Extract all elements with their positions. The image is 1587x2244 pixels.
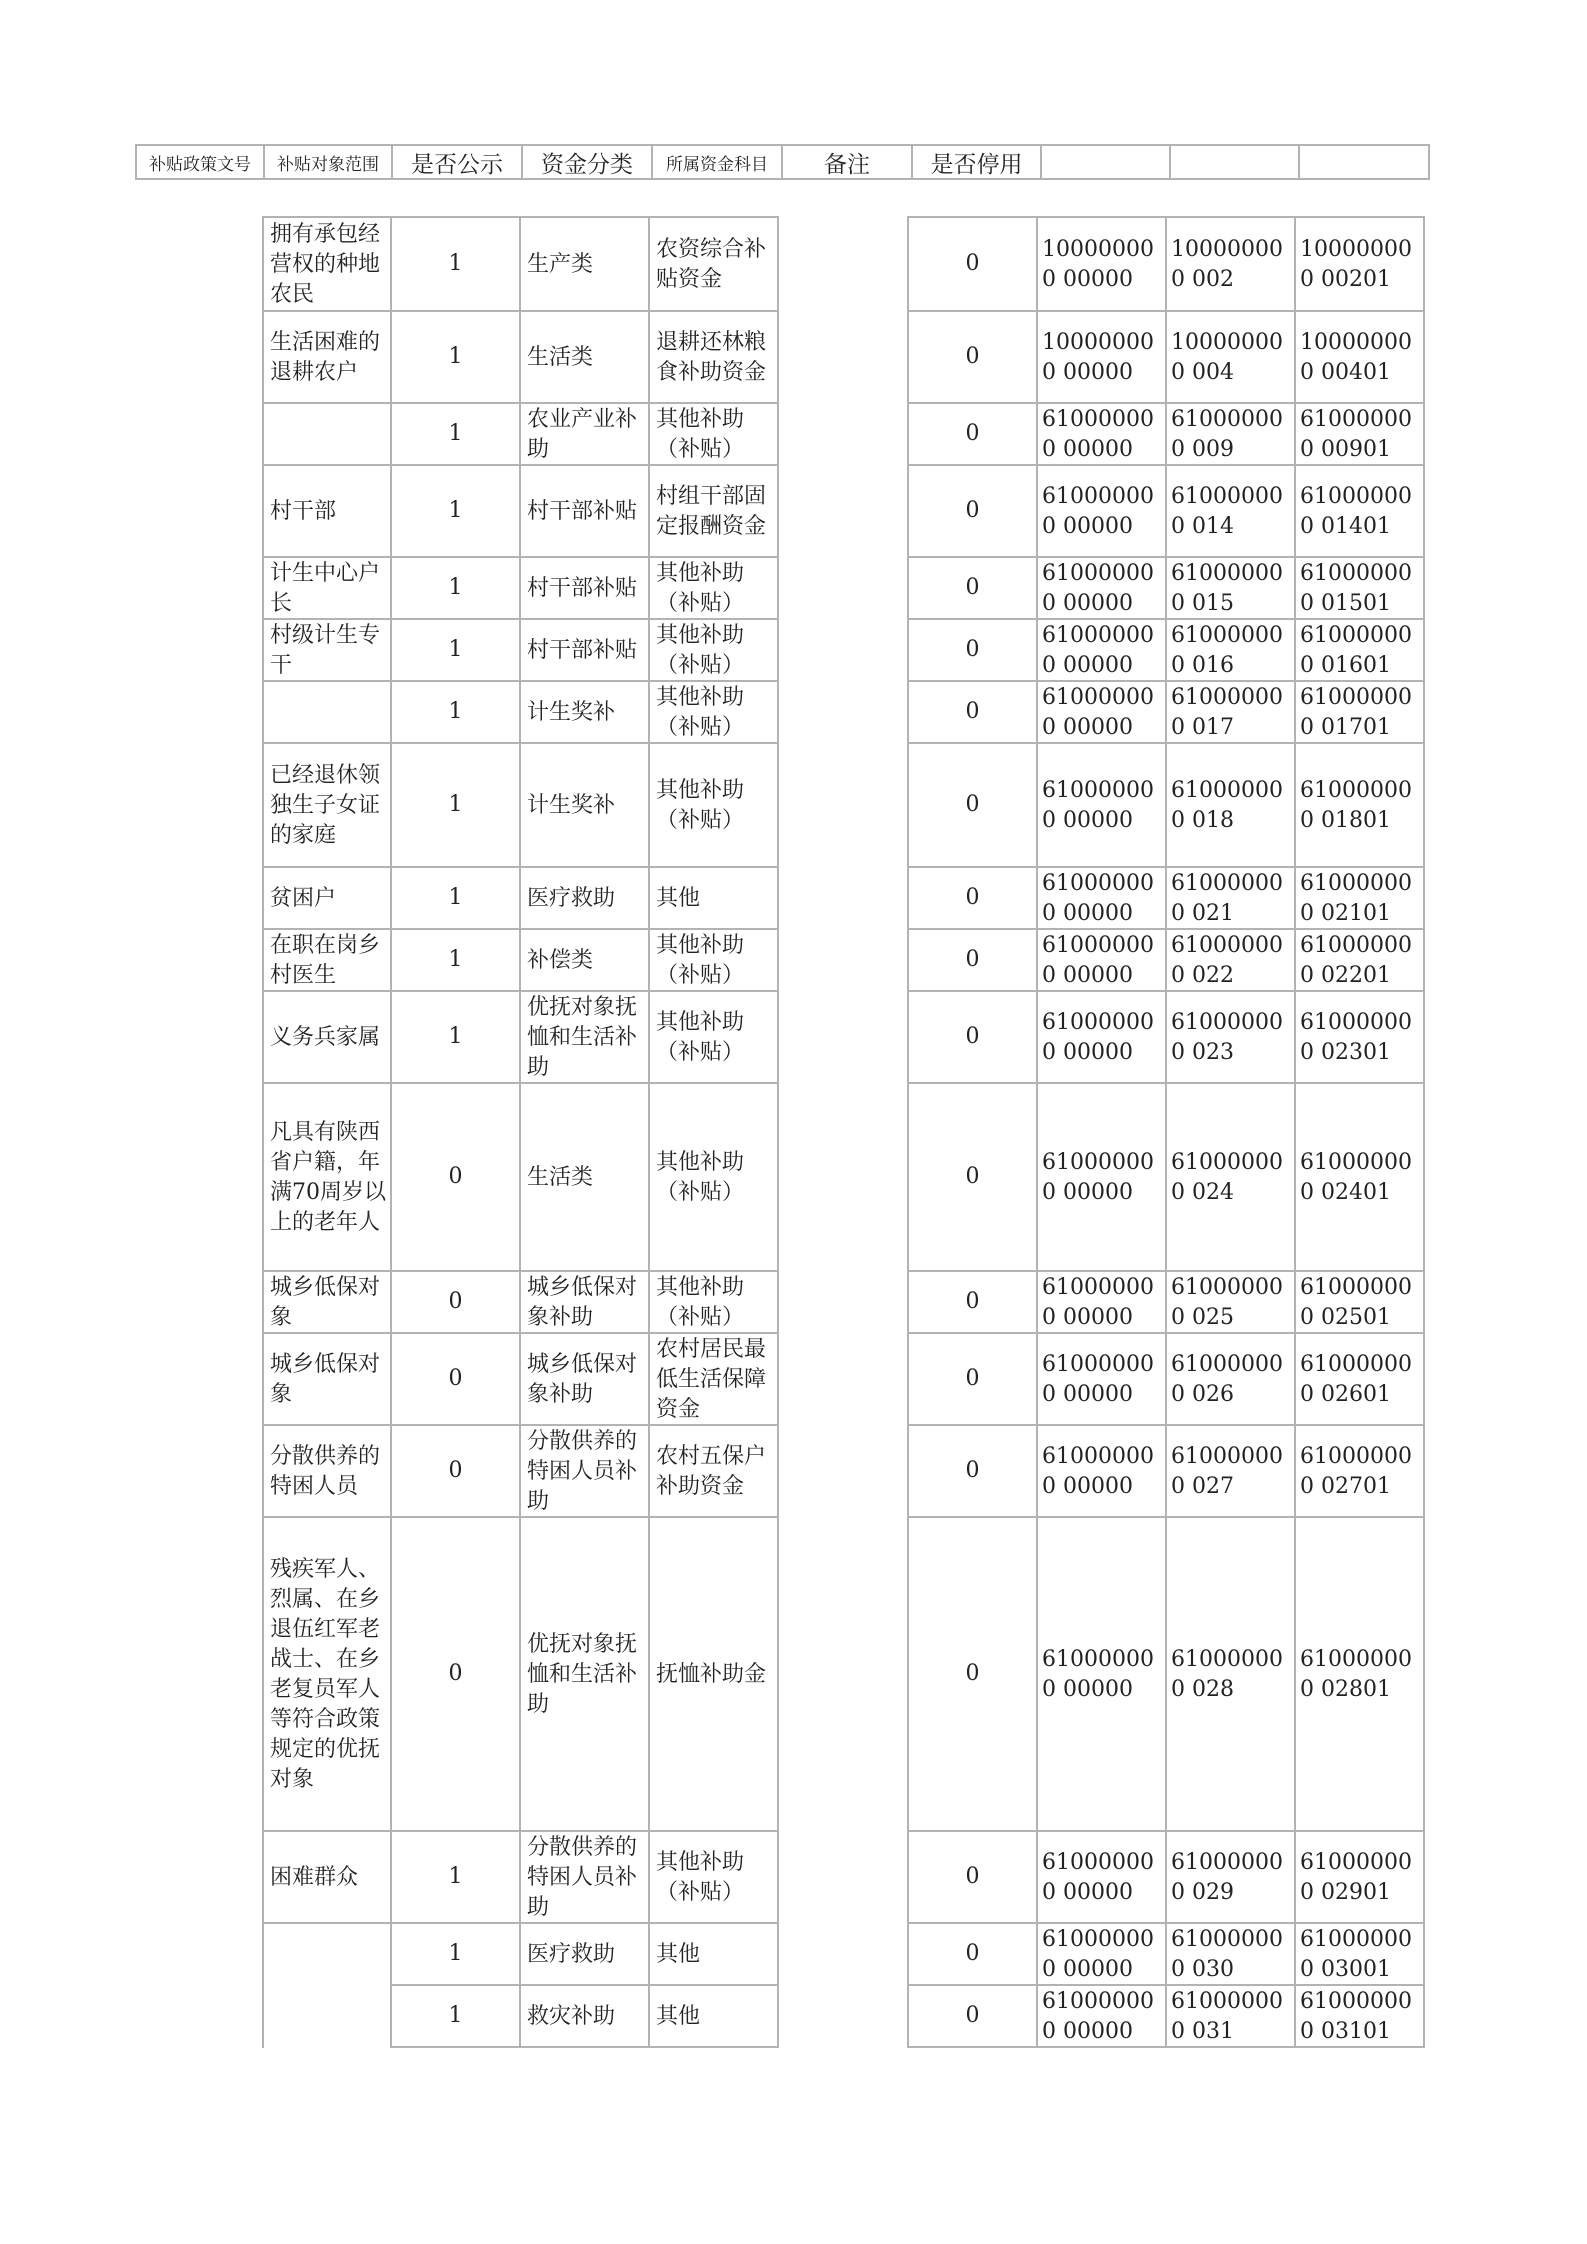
target-cell-text: 已经退休领独生子女证的家庭	[270, 763, 381, 848]
target-cell-text: 城乡低保对象	[270, 1275, 381, 1330]
disabled-cell: 0	[907, 1516, 1038, 1832]
subject-cell-text: 其他	[656, 886, 701, 911]
code1-cell	[1036, 1922, 1167, 1986]
subject-cell	[648, 556, 779, 620]
code1-cell-text: 610000000 00000	[1042, 561, 1154, 616]
code2-cell	[1165, 680, 1296, 744]
code1-cell	[1036, 618, 1167, 682]
public-cell: 0	[390, 1516, 521, 1832]
subject-cell	[648, 742, 779, 868]
code1-cell	[1036, 1830, 1167, 1924]
code3-cell-text: 610000000 01601	[1300, 623, 1412, 678]
code3-cell	[1294, 1830, 1425, 1924]
code1-cell	[1036, 1984, 1167, 2048]
header-cell: 补贴政策文号	[137, 146, 265, 178]
subject-cell	[648, 464, 779, 558]
public-cell: 1	[390, 1984, 521, 2048]
disabled-cell: 0	[907, 1332, 1038, 1426]
subject-cell-text: 其他补助（补贴）	[656, 1850, 745, 1905]
code1-cell-text: 610000000 00000	[1042, 407, 1154, 462]
public-cell: 1	[390, 618, 521, 682]
code1-cell-text: 100000000 00000	[1042, 330, 1154, 385]
table-left-border	[262, 402, 264, 466]
category-cell-text: 村干部补贴	[527, 499, 638, 524]
code2-cell-text: 610000000 029	[1171, 1850, 1283, 1905]
subject-cell	[648, 928, 779, 992]
code3-cell-text: 610000000 02701	[1300, 1444, 1412, 1499]
code3-cell	[1294, 1984, 1425, 2048]
code3-cell	[1294, 618, 1425, 682]
header-cell	[1300, 146, 1428, 178]
code2-cell	[1165, 1270, 1296, 1334]
code1-cell	[1036, 680, 1167, 744]
subject-cell	[648, 1270, 779, 1334]
target-cell	[262, 1332, 392, 1426]
code2-cell	[1165, 1922, 1296, 1986]
disabled-cell: 0	[907, 1424, 1038, 1518]
code3-cell	[1294, 310, 1425, 404]
public-cell: 0	[390, 1270, 521, 1334]
category-cell-text: 生活类	[527, 345, 594, 370]
code1-cell-text: 610000000 00000	[1042, 1010, 1154, 1065]
disabled-cell: 0	[907, 1270, 1038, 1334]
code2-cell-text: 100000000 004	[1171, 330, 1283, 385]
target-cell	[262, 928, 392, 992]
subject-cell-text: 其他	[656, 1942, 701, 1967]
header-cell: 是否停用	[913, 146, 1042, 178]
code1-cell	[1036, 1516, 1167, 1832]
header-cell	[1171, 146, 1300, 178]
table-left-border	[262, 1922, 264, 1986]
subject-cell-text: 其他补助（补贴）	[656, 1275, 745, 1330]
target-cell	[262, 1270, 392, 1334]
subject-cell-text: 其他补助（补贴）	[656, 1150, 745, 1205]
code2-cell-text: 610000000 025	[1171, 1275, 1283, 1330]
code3-cell	[1294, 1332, 1425, 1426]
code1-cell-text: 610000000 00000	[1042, 1647, 1154, 1702]
subject-cell-text: 其他补助（补贴）	[656, 933, 745, 988]
code1-cell	[1036, 1332, 1167, 1426]
subject-cell	[648, 1922, 779, 1986]
code2-cell	[1165, 402, 1296, 466]
code3-cell	[1294, 556, 1425, 620]
code3-cell-text: 610000000 02601	[1300, 1352, 1412, 1407]
code1-cell-text: 610000000 00000	[1042, 1989, 1154, 2044]
code2-cell-text: 610000000 027	[1171, 1444, 1283, 1499]
subject-cell-text: 其他补助（补贴）	[656, 407, 745, 462]
public-cell: 1	[390, 1830, 521, 1924]
code2-cell-text: 610000000 016	[1171, 623, 1283, 678]
table-header	[135, 144, 1430, 180]
table-left-border	[262, 680, 264, 744]
target-cell-text: 计生中心户长	[270, 561, 381, 616]
code3-cell	[1294, 1922, 1425, 1986]
header-cell: 是否公示	[393, 146, 523, 178]
code2-cell-text: 610000000 021	[1171, 871, 1283, 926]
category-cell-text: 城乡低保对象补助	[527, 1352, 638, 1407]
code3-cell-text: 610000000 02801	[1300, 1647, 1412, 1702]
category-cell-text: 医疗救助	[527, 1942, 616, 1967]
target-cell-text: 困难群众	[270, 1865, 359, 1890]
subject-cell	[648, 1516, 779, 1832]
code2-cell	[1165, 310, 1296, 404]
code3-cell	[1294, 990, 1425, 1084]
code2-cell-text: 610000000 026	[1171, 1352, 1283, 1407]
code3-cell	[1294, 1424, 1425, 1518]
public-cell: 1	[390, 866, 521, 930]
code3-cell	[1294, 866, 1425, 930]
target-cell-text: 残疾军人、烈属、在乡退伍红军老战士、在乡老复员军人等符合政策规定的优抚对象	[270, 1557, 381, 1792]
category-cell-text: 生产类	[527, 252, 594, 277]
code2-cell	[1165, 464, 1296, 558]
code1-cell-text: 610000000 00000	[1042, 1444, 1154, 1499]
category-cell-text: 村干部补贴	[527, 638, 638, 663]
category-cell-text: 分散供养的特困人员补助	[527, 1835, 638, 1920]
disabled-cell: 0	[907, 990, 1038, 1084]
code3-cell-text: 610000000 02501	[1300, 1275, 1412, 1330]
code2-cell	[1165, 556, 1296, 620]
category-cell-text: 救灾补助	[527, 2004, 616, 2029]
category-cell	[519, 402, 650, 466]
code1-cell-text: 610000000 00000	[1042, 1927, 1154, 1982]
code1-cell	[1036, 866, 1167, 930]
category-cell-text: 优抚对象抚恤和生活补助	[527, 1632, 638, 1717]
target-cell-text: 分散供养的特困人员	[270, 1444, 381, 1499]
header-cell: 补贴对象范围	[265, 146, 393, 178]
code1-cell-text: 610000000 00000	[1042, 484, 1154, 539]
code3-cell-text: 610000000 01801	[1300, 778, 1412, 833]
category-cell	[519, 1516, 650, 1832]
public-cell: 1	[390, 928, 521, 992]
subject-cell-text: 其他补助（补贴）	[656, 778, 745, 833]
header-cell: 备注	[783, 146, 913, 178]
target-cell	[262, 618, 392, 682]
target-cell-text: 城乡低保对象	[270, 1352, 381, 1407]
category-cell	[519, 742, 650, 868]
subject-cell	[648, 216, 779, 312]
category-cell	[519, 1984, 650, 2048]
target-cell-text: 在职在岗乡村医生	[270, 933, 381, 988]
code1-cell	[1036, 310, 1167, 404]
code1-cell-text: 610000000 00000	[1042, 1275, 1154, 1330]
subject-cell-text: 其他补助（补贴）	[656, 685, 745, 740]
code2-cell-text: 610000000 014	[1171, 484, 1283, 539]
target-cell-text: 拥有承包经营权的种地农民	[270, 222, 381, 307]
subject-cell-text: 其他	[656, 2004, 701, 2029]
code3-cell	[1294, 928, 1425, 992]
code3-cell-text: 610000000 03101	[1300, 1989, 1412, 2044]
code1-cell	[1036, 464, 1167, 558]
code3-cell	[1294, 216, 1425, 312]
code2-cell-text: 610000000 023	[1171, 1010, 1283, 1065]
disabled-cell: 0	[907, 1830, 1038, 1924]
subject-cell-text: 农资综合补贴资金	[656, 237, 767, 292]
category-cell	[519, 928, 650, 992]
subject-cell	[648, 990, 779, 1084]
public-cell: 1	[390, 556, 521, 620]
category-cell	[519, 866, 650, 930]
code1-cell	[1036, 402, 1167, 466]
subject-cell	[648, 680, 779, 744]
code2-cell-text: 610000000 009	[1171, 407, 1283, 462]
code1-cell-text: 610000000 00000	[1042, 933, 1154, 988]
public-cell: 1	[390, 680, 521, 744]
category-cell	[519, 1830, 650, 1924]
target-cell	[262, 1424, 392, 1518]
code3-cell-text: 100000000 00201	[1300, 237, 1412, 292]
code2-cell	[1165, 928, 1296, 992]
target-cell	[262, 310, 392, 404]
target-cell	[262, 990, 392, 1084]
subject-cell-text: 抚恤补助金	[656, 1662, 767, 1687]
code1-cell-text: 610000000 00000	[1042, 1150, 1154, 1205]
code2-cell	[1165, 216, 1296, 312]
code1-cell	[1036, 1082, 1167, 1272]
subject-cell-text: 其他补助（补贴）	[656, 1010, 745, 1065]
category-cell-text: 生活类	[527, 1165, 594, 1190]
category-cell-text: 分散供养的特困人员补助	[527, 1429, 638, 1514]
public-cell: 1	[390, 742, 521, 868]
category-cell	[519, 216, 650, 312]
disabled-cell: 0	[907, 216, 1038, 312]
target-cell	[262, 1516, 392, 1832]
code2-cell	[1165, 1516, 1296, 1832]
public-cell: 0	[390, 1082, 521, 1272]
code3-cell-text: 610000000 02401	[1300, 1150, 1412, 1205]
disabled-cell: 0	[907, 1082, 1038, 1272]
category-cell-text: 村干部补贴	[527, 576, 638, 601]
category-cell	[519, 990, 650, 1084]
subject-cell	[648, 618, 779, 682]
disabled-cell: 0	[907, 402, 1038, 466]
code1-cell	[1036, 928, 1167, 992]
category-cell	[519, 1082, 650, 1272]
code1-cell	[1036, 990, 1167, 1084]
code2-cell-text: 610000000 028	[1171, 1647, 1283, 1702]
code2-cell-text: 100000000 002	[1171, 237, 1283, 292]
disabled-cell: 0	[907, 742, 1038, 868]
code3-cell-text: 610000000 03001	[1300, 1927, 1412, 1982]
code3-cell-text: 610000000 01401	[1300, 484, 1412, 539]
code3-cell-text: 610000000 00901	[1300, 407, 1412, 462]
code2-cell	[1165, 1082, 1296, 1272]
public-cell: 1	[390, 402, 521, 466]
subject-cell-text: 其他补助（补贴）	[656, 623, 745, 678]
subject-cell	[648, 1332, 779, 1426]
category-cell	[519, 1922, 650, 1986]
subject-cell	[648, 1082, 779, 1272]
category-cell	[519, 618, 650, 682]
code2-cell	[1165, 1332, 1296, 1426]
disabled-cell: 0	[907, 464, 1038, 558]
code3-cell-text: 610000000 02101	[1300, 871, 1412, 926]
disabled-cell: 0	[907, 618, 1038, 682]
header-cell	[1042, 146, 1171, 178]
public-cell: 1	[390, 1922, 521, 1986]
subject-cell	[648, 866, 779, 930]
code1-cell-text: 610000000 00000	[1042, 1850, 1154, 1905]
code2-cell-text: 610000000 017	[1171, 685, 1283, 740]
category-cell	[519, 464, 650, 558]
disabled-cell: 0	[907, 1922, 1038, 1986]
code1-cell	[1036, 216, 1167, 312]
code1-cell-text: 610000000 00000	[1042, 871, 1154, 926]
subject-cell-text: 其他补助（补贴）	[656, 561, 745, 616]
code2-cell	[1165, 1984, 1296, 2048]
target-cell	[262, 464, 392, 558]
target-cell	[262, 556, 392, 620]
disabled-cell: 0	[907, 680, 1038, 744]
code1-cell	[1036, 556, 1167, 620]
category-cell-text: 计生奖补	[527, 793, 616, 818]
target-cell	[262, 1082, 392, 1272]
code3-cell-text: 610000000 01701	[1300, 685, 1412, 740]
code2-cell-text: 610000000 015	[1171, 561, 1283, 616]
code3-cell	[1294, 742, 1425, 868]
code3-cell	[1294, 402, 1425, 466]
subsidy-table	[262, 216, 1429, 2058]
public-cell: 0	[390, 1424, 521, 1518]
target-cell	[262, 1830, 392, 1924]
code1-cell-text: 610000000 00000	[1042, 1352, 1154, 1407]
code3-cell-text: 610000000 01501	[1300, 561, 1412, 616]
code2-cell	[1165, 990, 1296, 1084]
public-cell: 1	[390, 216, 521, 312]
disabled-cell: 0	[907, 866, 1038, 930]
code2-cell-text: 610000000 018	[1171, 778, 1283, 833]
code3-cell	[1294, 680, 1425, 744]
target-cell	[262, 216, 392, 312]
code2-cell	[1165, 866, 1296, 930]
subject-cell-text: 退耕还林粮食补助资金	[656, 330, 767, 385]
code2-cell-text: 610000000 031	[1171, 1989, 1283, 2044]
code3-cell-text: 610000000 02201	[1300, 933, 1412, 988]
code1-cell	[1036, 1424, 1167, 1518]
target-cell-text: 凡具有陕西省户籍，年满70周岁以上的老年人	[270, 1120, 386, 1235]
code3-cell	[1294, 464, 1425, 558]
public-cell: 1	[390, 464, 521, 558]
disabled-cell: 0	[907, 556, 1038, 620]
public-cell: 1	[390, 990, 521, 1084]
code1-cell-text: 610000000 00000	[1042, 778, 1154, 833]
category-cell-text: 计生奖补	[527, 700, 616, 725]
public-cell: 1	[390, 310, 521, 404]
code3-cell-text: 610000000 02301	[1300, 1010, 1412, 1065]
target-cell-text: 义务兵家属	[270, 1025, 381, 1050]
code3-cell	[1294, 1516, 1425, 1832]
target-cell-text: 村干部	[270, 499, 337, 524]
code2-cell-text: 610000000 022	[1171, 933, 1283, 988]
target-cell	[262, 866, 392, 930]
category-cell	[519, 680, 650, 744]
header-cell: 所属资金科目	[653, 146, 783, 178]
category-cell	[519, 1424, 650, 1518]
category-cell	[519, 310, 650, 404]
subject-cell	[648, 1984, 779, 2048]
category-cell-text: 农业产业补助	[527, 407, 638, 462]
header-cell: 资金分类	[523, 146, 653, 178]
code3-cell	[1294, 1082, 1425, 1272]
subject-cell	[648, 1424, 779, 1518]
code1-cell	[1036, 742, 1167, 868]
target-cell	[262, 742, 392, 868]
code2-cell	[1165, 742, 1296, 868]
public-cell: 0	[390, 1332, 521, 1426]
code2-cell	[1165, 618, 1296, 682]
target-cell-text: 生活困难的退耕农户	[270, 330, 381, 385]
category-cell	[519, 1270, 650, 1334]
code3-cell	[1294, 1270, 1425, 1334]
disabled-cell: 0	[907, 928, 1038, 992]
code3-cell-text: 100000000 00401	[1300, 330, 1412, 385]
target-cell-text: 贫困户	[270, 886, 337, 911]
category-cell-text: 城乡低保对象补助	[527, 1275, 638, 1330]
code1-cell-text: 610000000 00000	[1042, 685, 1154, 740]
subject-cell	[648, 310, 779, 404]
code1-cell	[1036, 1270, 1167, 1334]
table-left-border	[262, 1984, 264, 2048]
category-cell	[519, 556, 650, 620]
disabled-cell: 0	[907, 1984, 1038, 2048]
code2-cell-text: 610000000 030	[1171, 1927, 1283, 1982]
category-cell	[519, 1332, 650, 1426]
target-cell-text: 村级计生专干	[270, 623, 381, 678]
disabled-cell: 0	[907, 310, 1038, 404]
code3-cell-text: 610000000 02901	[1300, 1850, 1412, 1905]
code2-cell	[1165, 1424, 1296, 1518]
code1-cell-text: 100000000 00000	[1042, 237, 1154, 292]
code1-cell-text: 610000000 00000	[1042, 623, 1154, 678]
category-cell-text: 医疗救助	[527, 886, 616, 911]
subject-cell-text: 农村居民最低生活保障资金	[656, 1337, 767, 1422]
subject-cell-text: 村组干部固定报酬资金	[656, 484, 767, 539]
code2-cell-text: 610000000 024	[1171, 1150, 1283, 1205]
subject-cell	[648, 1830, 779, 1924]
category-cell-text: 补偿类	[527, 948, 594, 973]
subject-cell-text: 农村五保户补助资金	[656, 1444, 767, 1499]
subject-cell	[648, 402, 779, 466]
category-cell-text: 优抚对象抚恤和生活补助	[527, 995, 638, 1080]
code2-cell	[1165, 1830, 1296, 1924]
